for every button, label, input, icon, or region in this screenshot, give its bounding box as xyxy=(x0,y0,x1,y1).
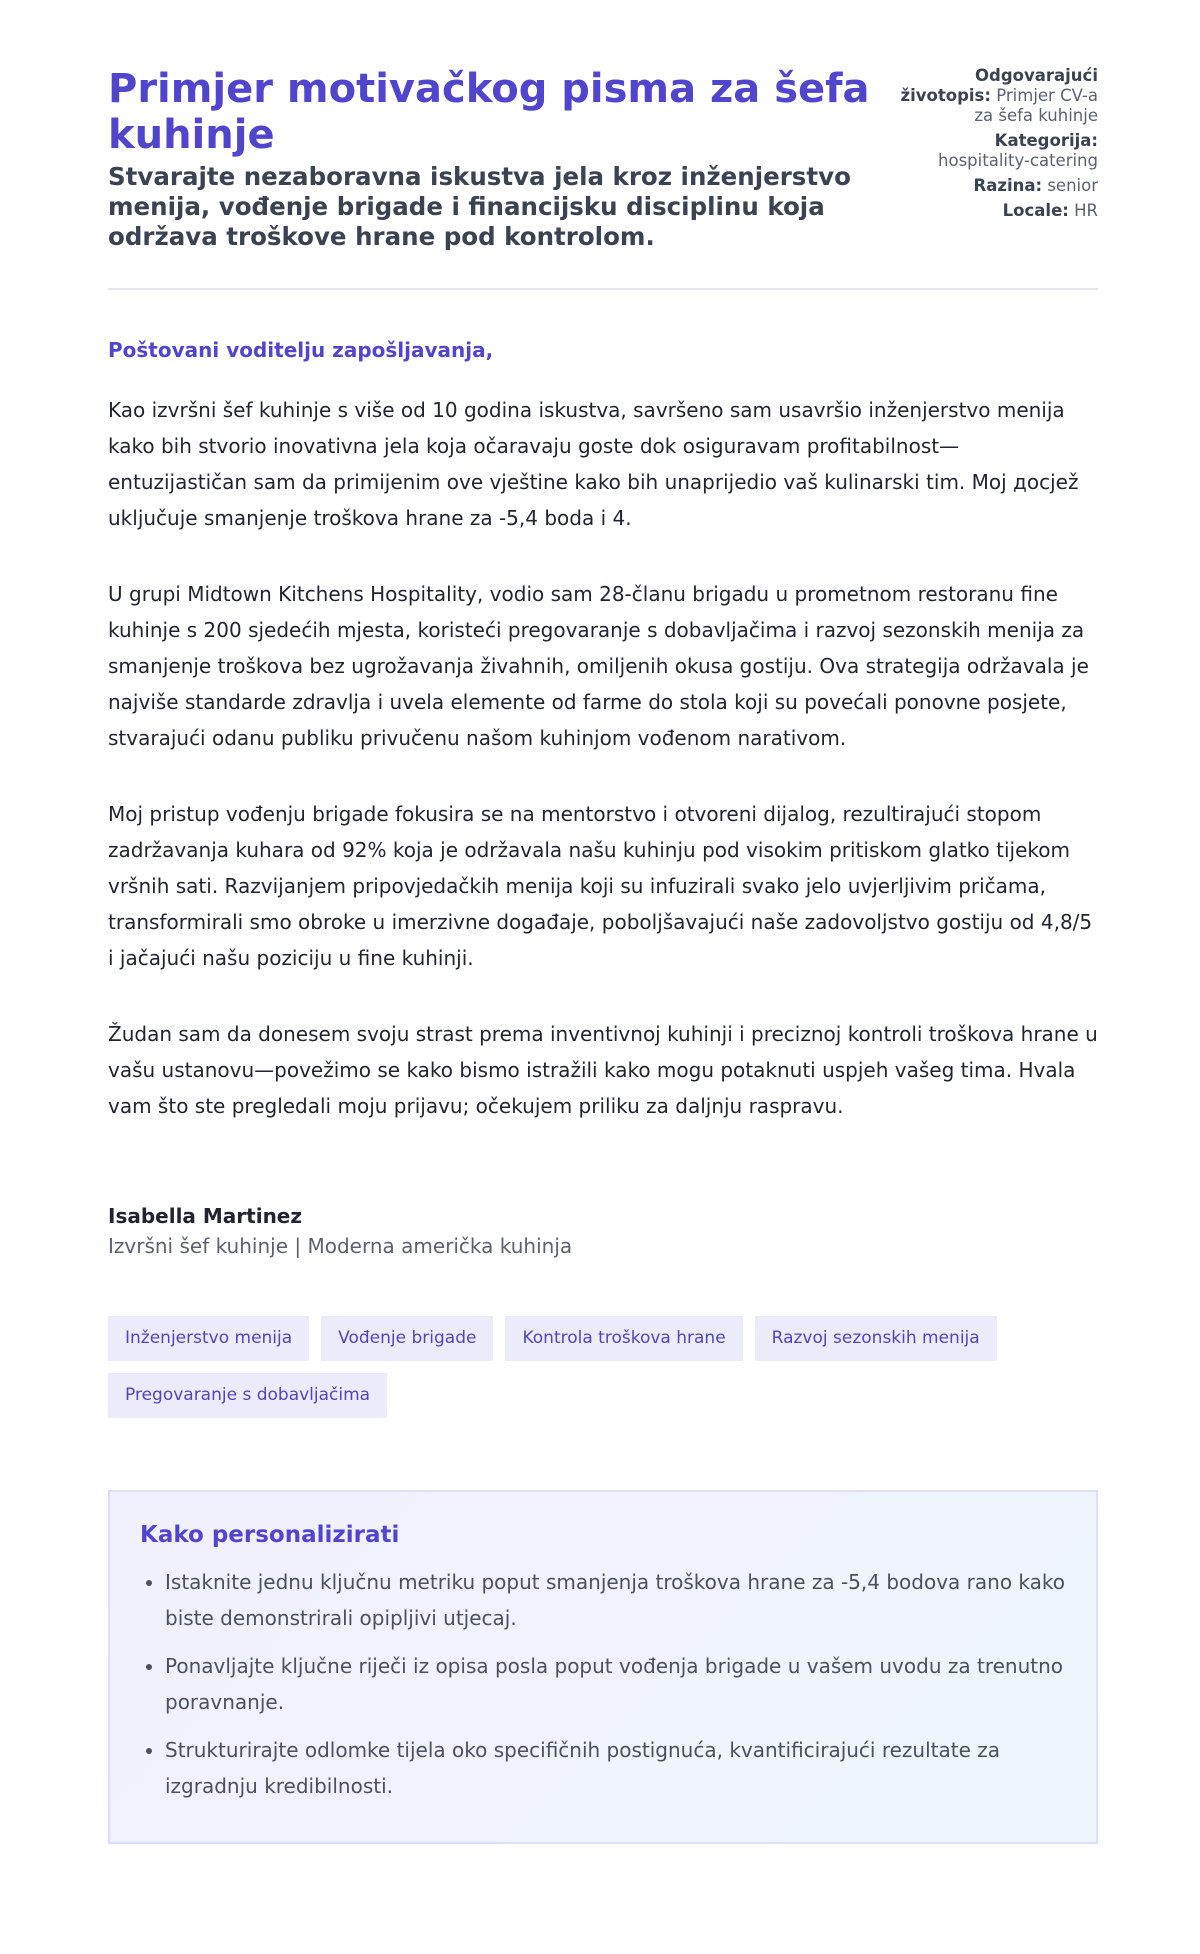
meta-panel xyxy=(898,66,1098,226)
letter-body xyxy=(108,338,1098,1124)
skill-tag: Kontrola troškova hrane xyxy=(505,1316,742,1361)
meta-category-label: Kategorija: xyxy=(994,131,1098,150)
skill-tag: Pregovaranje s dobavljačima xyxy=(108,1373,387,1418)
personalization-tips xyxy=(108,1490,1098,1844)
meta-level-value: senior xyxy=(1047,176,1098,195)
tips-list xyxy=(140,1564,1066,1804)
letter-greeting: Poštovani voditelju zapošljavanja, xyxy=(108,338,494,362)
signature-block xyxy=(108,1204,1098,1258)
meta-category-value: hospitality-catering xyxy=(938,151,1098,170)
skill-tags xyxy=(108,1316,1098,1418)
page-title: Primjer motivačkog pisma za šefa kuhinje xyxy=(108,66,870,158)
page-subtitle: Stvarajte nezaboravna iskustva jela kroz inženjerstvo menija, vođenje brigade i financijsku disciplinu koja održava troškove hrane pod kontrolom. xyxy=(108,162,851,251)
skill-tag: Vođenje brigade xyxy=(321,1316,493,1361)
cover-letter-page xyxy=(108,0,1098,1844)
meta-level-label: Razina: xyxy=(973,176,1043,195)
title-block xyxy=(108,66,898,252)
meta-resume-value: Primjer CV-a za šefa kuhinje xyxy=(974,86,1098,125)
meta-locale-value: HR xyxy=(1074,201,1098,220)
meta-resume xyxy=(898,66,1098,126)
letter-paragraph: U grupi Midtown Kitchens Hospitality, vodio sam 28-članu brigadu u prometnom restoranu fine kuhinje s 200 sjedećih mjesta, koristeći pregovaranje s dobavljačima i razvoj sezonskih menija za smanjenje troškova bez ugrožavanja živahnih, omiljenih okusa gostiju. Ova strategija održavala je najviše standarde zdravlja i uvela elemente od farme do stola koji su povećali ponovne posjete, stvarajući odanu publiku privučenu našom kuhinjom vođenom narativom. xyxy=(108,582,1089,750)
meta-locale-label: Locale: xyxy=(1002,201,1069,220)
skill-tag: Inženjerstvo menija xyxy=(108,1316,309,1361)
meta-resume-label: Odgovarajući životopis: xyxy=(900,66,1098,105)
meta-category xyxy=(898,131,1098,171)
tips-heading: Kako personalizirati xyxy=(140,1522,400,1548)
page-header xyxy=(108,0,1098,290)
signature-title: Izvršni šef kuhinje | Moderna američka kuhinja xyxy=(108,1234,573,1258)
letter-paragraph: Žudan sam da donesem svoju strast prema inventivnoj kuhinji i preciznoj kontroli troškova hrane u vašu ustanovu—povežimo se kako bismo istražili kako mogu potaknuti uspjeh vašeg tima. Hvala vam što ste pregledali moju prijavu; očekujem priliku za daljnju raspravu. xyxy=(108,1022,1098,1118)
tip-item: • Strukturirajte odlomke tijela oko specifičnih postignuća, kvantificirajući rezultate za izgradnju kredibilnosti. xyxy=(165,1732,1066,1804)
signature-name: Isabella Martinez xyxy=(108,1204,303,1228)
letter-paragraph: Kao izvršni šef kuhinje s više od 10 godina iskustva, savršeno sam usavršio inženjerstvo menija kako bih stvorio inovativna jela koja očaravaju goste dok osiguravam profitabilnost—entuzijastičan sam da primijenim ove vještine kako bih unaprijedio vaš kulinarski tim. Moj досјеž uključuje smanjenje troškova hrane za -5,4 boda i 4. xyxy=(108,398,1079,530)
tip-item: • Ponavljajte ključne riječi iz opisa posla poput vođenja brigade u vašem uvodu za trenutno poravnanje. xyxy=(165,1648,1066,1720)
tip-item: • Istaknite jednu ključnu metriku poput smanjenja troškova hrane za -5,4 bodova rano kako biste demonstrirali opipljivi utjecaj. xyxy=(165,1564,1066,1636)
meta-locale xyxy=(898,201,1098,221)
letter-paragraph: Moj pristup vođenju brigade fokusira se na mentorstvo i otvoreni dijalog, rezultirajući stopom zadržavanja kuhara od 92% koja je održavala našu kuhinju pod visokim pritiskom glatko tijekom vršnih sati. Razvijanjem pripovjedačkih menija koji su infuzirali svako jelo uvjerljivim pričama, transformirali smo obroke u imerzivne događaje, poboljšavajući naše zadovoljstvo gostiju od 4,8/5 i jačajući našu poziciju u fine kuhinji. xyxy=(108,802,1093,970)
meta-level xyxy=(898,176,1098,196)
skill-tag: Razvoj sezonskih menija xyxy=(755,1316,997,1361)
